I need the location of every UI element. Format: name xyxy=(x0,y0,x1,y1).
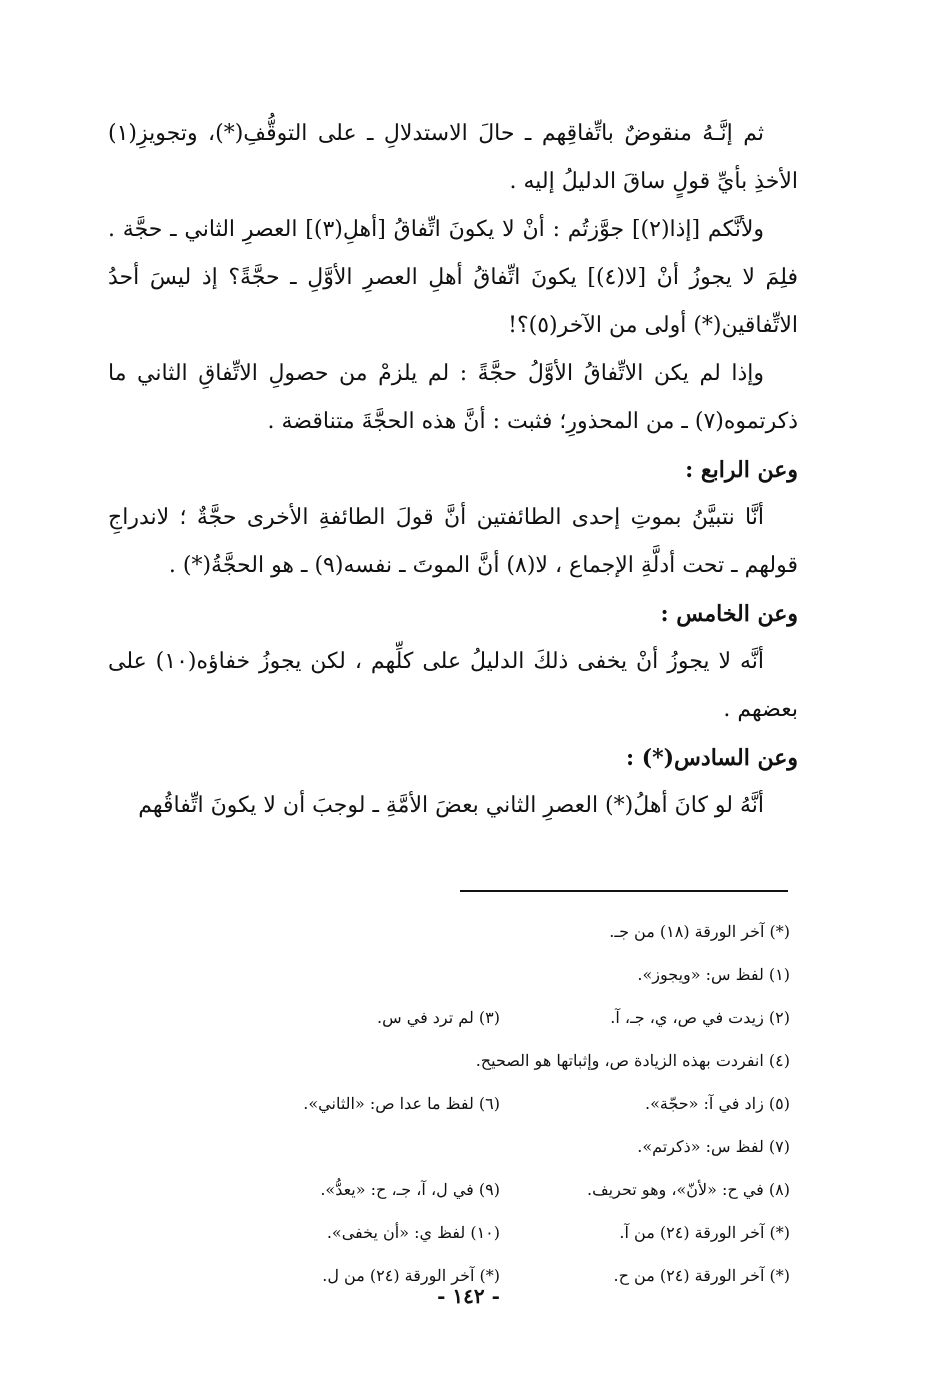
footnote: (١٠) لفظ ي: «أن يخفى». xyxy=(326,1223,500,1242)
footnote-divider xyxy=(460,890,788,892)
footnote-row xyxy=(150,1125,790,1168)
footnote-row xyxy=(150,1168,790,1211)
paragraph-4: أنَّا نتبيَّنُ بموتِ إحدى الطائفتين أنَّ قولَ الطائفةِ الأخرى حجَّةٌ ؛ لاندراجِ قولهم ـ تحت أدلَّةِ الإجماع ، لا(٨) أنَّ الموتَ ـ نفسه(٩) ـ هو الحجَّةُ(*) . xyxy=(108,505,798,578)
page-number: - ١٤٢ - xyxy=(437,1284,500,1308)
footnote: (*) آخر الورقة (١٨) من جـ. xyxy=(609,922,790,941)
paragraph-5: أنَّه لا يجوزُ أنْ يخفى ذلكَ الدليلُ على كلِّهم ، لكن يجوزُ خفاؤه(١٠) على بعضهم . xyxy=(108,649,798,722)
heading-fourth: وعن الرابع : xyxy=(685,457,798,483)
footnote-row xyxy=(150,910,790,953)
footnote-row xyxy=(150,1039,790,1082)
footnote: (*) آخر الورقة (٢٤) من ح. xyxy=(613,1266,790,1285)
heading-sixth: وعن السادس(*) : xyxy=(625,745,798,771)
footnote-row xyxy=(150,1211,790,1254)
paragraph-2: ولأنَّكم [إذا(٢)] جوَّزتُم : أنْ لا يكونَ اتِّفاقُ [أهلِ(٣)] العصرِ الثاني ـ حجَّة . فلِمَ لا يجوزُ أنْ [لا(٤)] يكونَ اتِّفاقُ أهلِ العصرِ الأوَّلِ ـ حجَّةً؟ إذ ليسَ أحدُ الاتِّفاقين(*) أولى من الآخر(٥)؟! xyxy=(108,217,798,338)
footnote-row xyxy=(150,1082,790,1125)
footnote: (*) آخر الورقة (٢٤) من ل. xyxy=(322,1266,500,1285)
footnote: (٨) في ح: «لأنّ»، وهو تحريف. xyxy=(587,1180,790,1199)
footnote: (٦) لفظ ما عدا ص: «الثاني». xyxy=(303,1094,500,1113)
footnote: (٢) زيدت في ص، ي، جـ، آ. xyxy=(610,1008,790,1027)
footnote-row xyxy=(150,996,790,1039)
footnote: (٩) في ل، آ، جـ، ح: «يعدُّ». xyxy=(320,1180,500,1199)
footnote: (٤) انفردت بهذه الزيادة ص، وإثباتها هو الصحيح. xyxy=(475,1051,790,1070)
paragraph-1: ثم إنَّـهُ منقوضٌ باتِّفاقِهم ـ حالَ الاستدلالِ ـ على التوقُّفِ(*)، وتجويزِ(١) الأخذِ بأيِّ قولٍ ساقَ الدليلُ إليه . xyxy=(108,121,798,194)
footnote: (٥) زاد في آ: «حجّة». xyxy=(644,1094,790,1113)
footnote: (٣) لم ترد في س. xyxy=(377,1008,500,1027)
paragraph-3: وإذا لم يكن الاتِّفاقُ الأوَّلُ حجَّةً : لم يلزمْ من حصولِ الاتِّفاقِ الثاني ما ذكرتموه(٧) ـ من المحذورِ؛ فثبت : أنَّ هذه الحجَّةَ متناقضة . xyxy=(108,361,798,434)
footnote: (١) لفظ س: «ويجوز». xyxy=(637,965,790,984)
footnote-row xyxy=(150,953,790,996)
heading-fifth: وعن الخامس : xyxy=(660,601,798,627)
paragraph-6: أنَّهُ لو كانَ أهلُ(*) العصرِ الثاني بعضَ الأمَّةِ ـ لوجبَ أن لا يكونَ اتِّفاقُهم xyxy=(138,793,764,818)
footnote: (*) آخر الورقة (٢٤) من آ. xyxy=(619,1223,790,1242)
main-text xyxy=(108,110,798,830)
footnote: (٧) لفظ س: «ذكرتم». xyxy=(637,1137,790,1156)
footnotes xyxy=(150,910,790,1297)
